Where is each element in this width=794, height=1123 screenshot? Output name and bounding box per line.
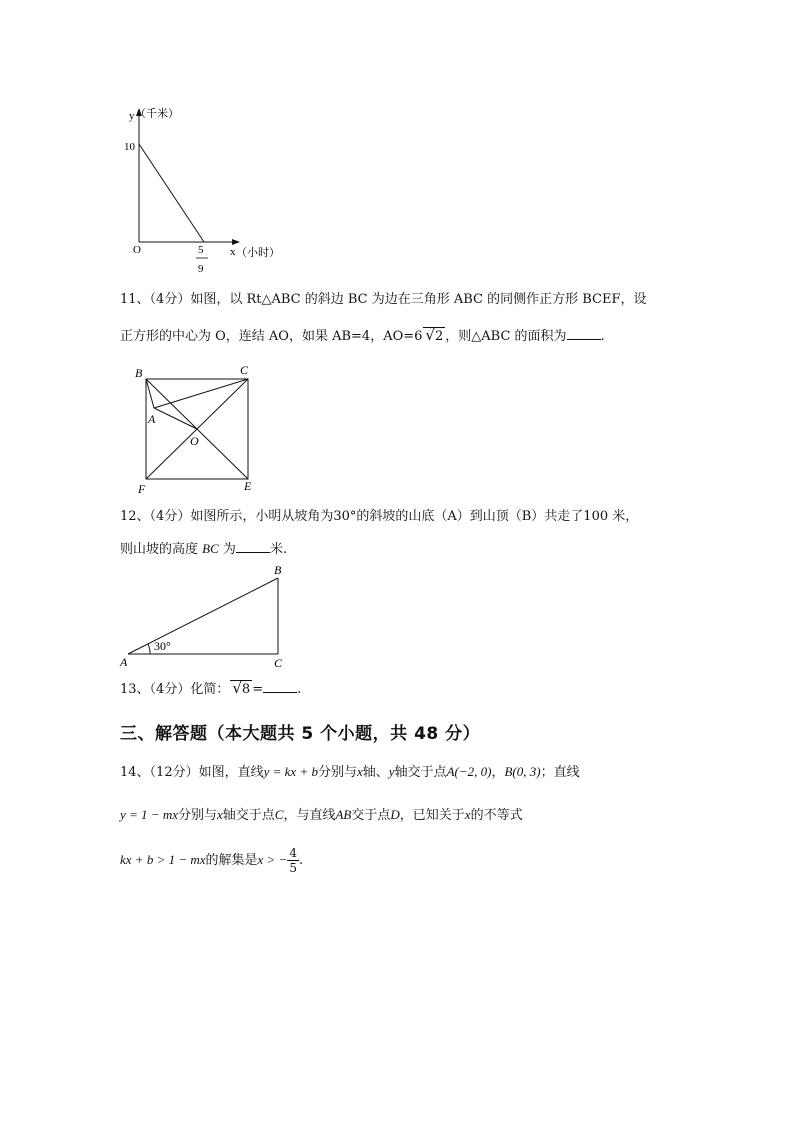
q14-text-1: 如图，直线 xyxy=(198,765,264,780)
q14-point-a: A(−2, 0) xyxy=(446,764,492,779)
q14-text-10: 交于点 xyxy=(351,808,391,823)
origin-label: O xyxy=(133,244,141,256)
q12-text-3: 为 xyxy=(222,542,236,557)
label-a: A xyxy=(120,655,128,669)
y-tick-10: 10 xyxy=(124,141,135,153)
q12-number: 12、（4分） xyxy=(120,509,191,524)
q12-answer-blank xyxy=(236,540,270,553)
q14-text-2: 分别与 xyxy=(317,765,357,780)
q14-text-12: 的不等式 xyxy=(470,808,523,823)
q14-point-d: D xyxy=(390,807,400,822)
q14-fraction-num: 4 xyxy=(289,846,297,860)
segment-ao xyxy=(154,408,197,429)
q14-var-y: y xyxy=(388,764,395,779)
q11-number: 11、（4分） xyxy=(120,292,191,307)
x-tick-numerator: 5 xyxy=(198,244,204,256)
label-c: C xyxy=(240,363,249,377)
q13-text: 化简： xyxy=(190,682,230,697)
section-3-title: 三、解答题（本大题共 5 个小题，共 48 分） xyxy=(120,724,481,744)
label-b: B xyxy=(274,563,282,577)
q13-answer-blank xyxy=(263,680,297,693)
q11-text-2: 正方形的中心为 O，连结 AO，如果 AB=4，AO=6 xyxy=(120,329,423,344)
label-e: E xyxy=(244,479,252,493)
q14-text-4: 轴交于点 xyxy=(394,765,447,780)
q14-solution: x > − xyxy=(257,852,288,867)
q12-text-1: 如图所示，小明从坡角为30°的斜坡的山底（A）到山顶（B）共走了100 米， xyxy=(190,509,639,524)
q14-point-b: B(0, 3) xyxy=(504,764,541,779)
q14-text-11: ，已知关于 xyxy=(399,808,465,823)
q14-eq-1: y = kx + b xyxy=(263,764,318,779)
q14-line1 xyxy=(120,763,580,782)
q14-eq-2: y = 1 − mx xyxy=(120,807,178,822)
q11-line2 xyxy=(120,327,605,346)
q14-text-3: 轴、 xyxy=(362,765,389,780)
q13-line xyxy=(120,680,301,699)
q14-text-5: ， xyxy=(491,765,505,780)
q12-line1 xyxy=(120,508,638,526)
q14-line2 xyxy=(120,806,523,825)
graph-line xyxy=(139,144,204,242)
q14-inequality: kx + b > 1 − mx xyxy=(120,852,206,867)
q14-text-9: ，与直线 xyxy=(283,808,336,823)
q13-sqrt: √8 xyxy=(232,679,251,697)
q12-var-bc: BC xyxy=(202,541,219,556)
q11-text-3: ，则△ABC 的面积为 xyxy=(445,329,567,344)
q11-end: . xyxy=(600,329,605,344)
q14-end: . xyxy=(299,853,304,868)
q11-text-1: 如图，以 Rt△ABC 的斜边 BC 为边在三角形 ABC 的同侧作正方形 BCEF，设 xyxy=(190,292,647,307)
label-b: B xyxy=(135,366,143,380)
slope-ab xyxy=(128,578,278,654)
q14-var-x3: x xyxy=(464,807,471,822)
q11-line1 xyxy=(120,291,647,309)
q14-number: 14、（12分） xyxy=(120,765,199,780)
q14-var-x2: x xyxy=(217,807,223,822)
x-axis-unit: （小时） xyxy=(236,247,280,259)
q14-line-ab: AB xyxy=(335,807,352,822)
x-axis-label: x xyxy=(230,246,236,258)
q12-text-4: 米. xyxy=(269,542,288,557)
label-f: F xyxy=(138,482,146,496)
q14-fraction xyxy=(287,846,299,875)
label-a: A xyxy=(148,412,156,426)
q14-text-7: 分别与 xyxy=(177,808,217,823)
q14-fraction-den: 5 xyxy=(289,861,297,875)
label-o: O xyxy=(190,434,199,448)
x-axis-arrow xyxy=(232,239,240,245)
y-axis-label: y xyxy=(129,110,135,122)
q12-line2 xyxy=(120,540,287,559)
q14-line3 xyxy=(120,840,303,880)
q14-point-c: C xyxy=(274,807,284,822)
q14-text-13: 的解集是 xyxy=(205,853,258,868)
q13-eq: = xyxy=(252,682,264,697)
q12-text-2: 则山坡的高度 xyxy=(120,542,199,557)
angle-arc xyxy=(148,644,150,654)
square-figure xyxy=(128,362,268,496)
q11-answer-blank xyxy=(567,327,601,340)
q13-number: 13、（4分） xyxy=(120,682,191,697)
q14-var-x: x xyxy=(356,764,363,779)
q11-sqrt: √2 xyxy=(425,326,444,344)
q11-sqrt-value: 2 xyxy=(434,329,444,344)
label-c: C xyxy=(274,656,283,670)
distance-time-graph xyxy=(118,100,298,280)
y-axis-unit: （千米） xyxy=(135,108,179,120)
x-tick-denominator: 9 xyxy=(198,263,204,275)
q13-sqrt-value: 8 xyxy=(241,682,251,697)
q13-end: . xyxy=(297,682,302,697)
q14-text-8: 轴交于点 xyxy=(222,808,275,823)
slope-figure xyxy=(116,560,296,672)
angle-label: 30° xyxy=(154,639,171,653)
q14-text-6: ；直线 xyxy=(540,765,580,780)
